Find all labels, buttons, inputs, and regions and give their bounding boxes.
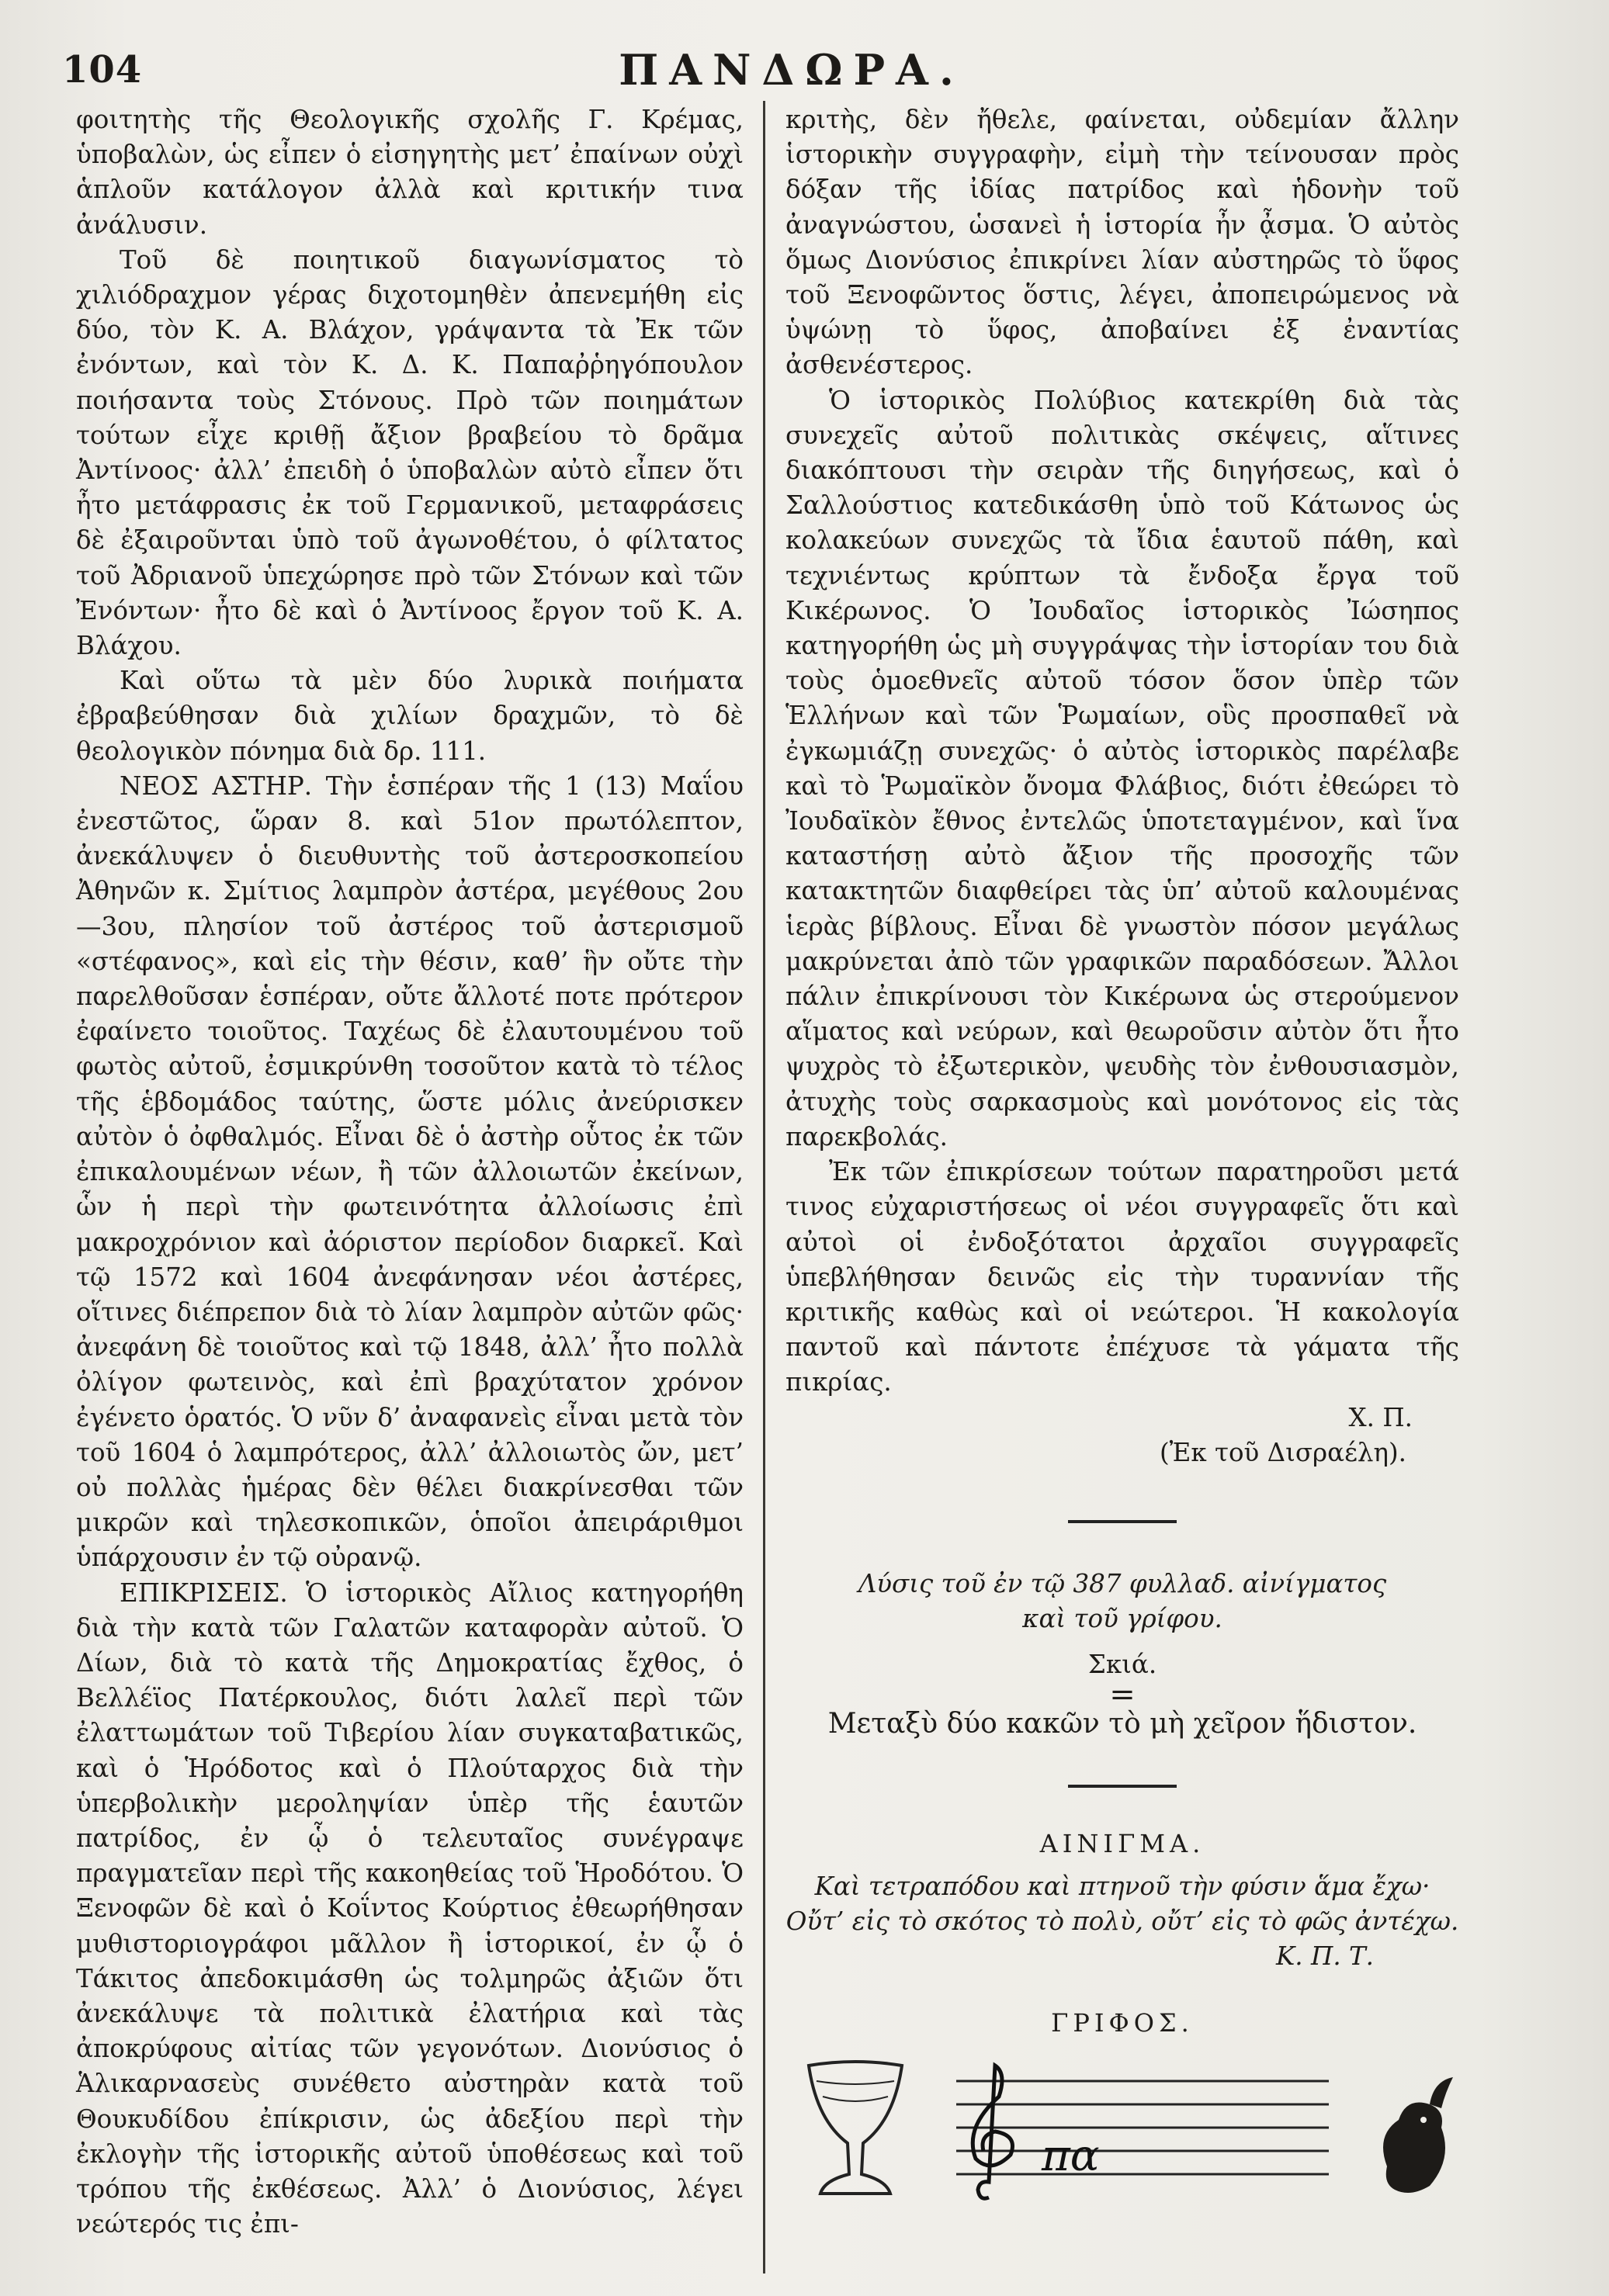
section-divider <box>1068 1785 1177 1788</box>
paragraph: Τοῦ δὲ ποιητικοῦ διαγωνίσματος τὸ χιλιόδραχμον γέρας διχοτομηθὲν ἀπενεμήθη εἰς δύο, τὸν Κ. Α. Βλάχον, γράψαντα τὰ Ἐκ τῶν ἐνόντων, καὶ τὸν Κ. Δ. Κ. Παπαῤῥηγόπουλον ποιήσαντα τοὺς Στόνους. Πρὸ τῶν ποιημάτων τούτων εἶχε κριθῇ ἄξιον βραβείου τὸ δρᾶμα Ἀντίνοος· ἀλλ’ ἐπειδὴ ὁ ὑποβαλὼν αὐτὸ εἶπεν ὅτι ἦτο μετάφρασις ἐκ τοῦ Γερμανικοῦ, μεταφράσεις δὲ ἐξαιροῦνται ὑπὸ τοῦ ἀγωνοθέτου, ὁ φίλτατος τοῦ Ἀδριανοῦ ὑπεχώρησε πρὸ τῶν Στόνων καὶ τῶν Ἐνόντων· ἦτο δὲ καὶ ὁ Ἀντίνοος ἔργον τοῦ Κ. Α. Βλάχου. <box>76 244 744 661</box>
paragraph: Καὶ οὕτω τὰ μὲν δύο λυρικὰ ποιήματα ἐβραβεύθησαν διὰ χιλίων δραχμῶν, τὸ δὲ θεολογικὸν πόνημα διὰ δρ. 111. <box>76 666 744 766</box>
left-column <box>76 102 744 2242</box>
bird-icon <box>1383 2077 1453 2193</box>
rebus-illustration <box>785 2050 1459 2213</box>
section-divider <box>1068 1520 1177 1523</box>
article-source: (Ἐκ τοῦ Δισραέλη). <box>1159 1437 1406 1467</box>
music-staff-icon <box>956 2081 1329 2174</box>
rebus-syllable: πα <box>1042 2130 1100 2181</box>
riddle-line: Οὔτ’ εἰς τὸ σκότος τὸ πολὺ, οὔτ’ εἰς τὸ φῶς ἀντέχω. <box>785 1906 1459 1937</box>
riddle-heading: ΑΙΝΙΓΜΑ. <box>1039 1828 1205 1858</box>
paragraph: φοιτητὴς τῆς Θεολογικῆς σχολῆς Γ. Κρέμας, ὑποβαλὼν, ὡς εἶπεν ὁ εἰσηγητὴς μετ’ ἐπαίνων οὐχὶ ἁπλοῦν κατάλογον ἀλλὰ καὶ κριτικήν τινα ἀνάλυσιν. <box>76 105 744 240</box>
column-divider <box>763 101 765 2273</box>
paragraph: κριτὴς, δὲν ἤθελε, φαίνεται, οὐδεμίαν ἄλλην ἱστορικὴν συγγραφὴν, εἰμὴ τὴν τείνουσαν πρὸς δόξαν τῆς ἰδίας πατρίδος καὶ ἡδονὴν τοῦ ἀναγνώστου, ὡσανεὶ ἡ ἱστορία ἦν ᾆσμα. Ὁ αὐτὸς ὅμως Διονύσιος ἐπικρίνει λίαν αὐστηρῶς τὸ ὕφος τοῦ Ξενοφῶντος ὅστις, λέγει, ἀποπειρώμενος νὰ ὑψώνῃ τὸ ὕφος, ἀποβαίνει ἐξ ἐναντίας ἀσθενέστερος. <box>785 105 1459 380</box>
critiques-paragraph: ΕΠΙΚΡΙΣΕΙΣ. Ὁ ἱστορικὸς Αἴλιος κατηγορήθη διὰ τὴν κατὰ τῶν Γαλατῶν καταφορὰν αὐτοῦ. Ὁ Δίων, διὰ τὸ κατὰ τῆς Δημοκρατίας ἔχθος, ὁ Βελλέϊος Πατέρκουλος, διότι λαλεῖ περὶ τῶν ἐλαττωμάτων τοῦ Τιβερίου λίαν συγκαταβατικῶς, καὶ ὁ Ἡρόδοτος καὶ ὁ Πλούταρχος διὰ τὴν ὑπερβολικὴν μεροληψίαν ὑπὲρ τῆς ἑαυτῶν πατρίδος, ἐν ᾧ ὁ τελευταῖος συνέγραψε πραγματεῖαν περὶ τῆς κακοηθείας τοῦ Ἡροδότου. Ὁ Ξενοφῶν δὲ καὶ ὁ Κοΐντος Κούρτιος ἐθεωρήθησαν μυθιστοριογράφοι μᾶλλον ἢ ἱστορικοί, ἐν ᾧ ὁ Τάκιτος ἀπεδοκιμάσθη ὡς τολμηρῶς ἀξιῶν ὅτι ἀνεκάλυψε τὰ πολιτικὰ ἐλατήρια καὶ τὰς ἀποκρύφους αἰτίας τῶν γεγονότων. Διονύσιος ὁ Ἁλικαρνασεὺς συνέθετο αὐστηρὰν κατὰ τοῦ Θουκυδίδου ἐπίκρισιν, ὡς ἀδεξίου περὶ τὴν ἐκλογὴν τῆς ἱστορικῆς αὐτοῦ ὑποθέσεως καὶ τοῦ τρόπου τῆς ἐκθέσεως. Ἀλλ’ ὁ Διονύσιος, λέγει νεώτερός τις ἐπι- <box>76 1577 744 2239</box>
rebus-picture <box>785 2050 1459 2213</box>
rebus-solution-motto: Μεταξὺ δύο κακῶν τὸ μὴ χεῖρον ἥδιστον. <box>827 1707 1417 1740</box>
news-star-paragraph: ΝΕΟΣ ΑΣΤΗΡ. Τὴν ἑσπέραν τῆς 1 (13) Μαΐου ἐνεστῶτος, ὥραν 8. καὶ 51ον πρωτόλεπτον, ἀνεκάλυψεν ὁ διευθυντὴς τοῦ ἀστεροσκοπείου Ἀθηνῶν κ. Σμίτιος λαμπρὸν ἀστέρα, μεγέθους 2ου—3ου, πλησίον τοῦ ἀστέρος τοῦ ἀστερισμοῦ «στέφανος», καὶ εἰς τὴν θέσιν, καθ’ ἣν οὔτε τὴν παρελθοῦσαν ἑσπέραν, οὔτε ἄλλοτέ ποτε πρότερον ἐφαίνετο τοιοῦτος. Ταχέως δὲ ἐλαυτουμένου τοῦ φωτὸς αὐτοῦ, ἐσμικρύνθη τοσοῦτον κατὰ τὸ τέλος τῆς ἑβδομάδος ταύτης, ὥστε μόλις ἀνεύρισκεν αὐτὸν ὁ ὀφθαλμός. Εἶναι δὲ ὁ ἀστὴρ οὗτος ἐκ τῶν ἐπικαλουμένων νέων, ἢ τῶν ἀλλοιωτῶν ἐκείνων, ὧν ἡ περὶ τὴν φωτεινότητα ἀλλοίωσις ἐπὶ μακροχρόνιον καὶ ἀόριστον περίοδον διαρκεῖ. Καὶ τῷ 1572 καὶ 1604 ἀνεφάνησαν νέοι ἀστέρες, οἵτινες διέπρεπον διὰ τὸ λίαν λαμπρὸν αὐτῶν φῶς· ἀνεφάνη δὲ τοιοῦτος καὶ τῷ 1848, ἀλλ’ ἦτο πολλὰ ὀλίγον φωτεινὸς, καὶ ἐπὶ βραχύτατον χρόνον ἐγένετο ὁρατός. Ὁ νῦν δ’ ἀναφανεὶς εἶναι μετὰ τὸν τοῦ 1604 ὁ λαμπρότερος, ἀλλ’ ἀλλοιωτὸς ὤν, μετ’ οὐ πολλὰς ἡμέρας δὲν θέλει διακρίνεσθαι τῶν μικρῶν καὶ τηλεσκοπικῶν, ὁποῖοι ἀπειράριθμοι ὑπάρχουσιν ἐν τῷ οὐρανῷ. <box>76 771 744 1573</box>
solution-heading-sub: καὶ τοῦ γρίφου. <box>1022 1604 1222 1634</box>
paragraph: Ἐκ τῶν ἐπικρίσεων τούτων παρατηροῦσι μετά τινος εὐχαριστήσεως οἱ νέοι συγγραφεῖς ὅτι καὶ αὐτοὶ οἱ ἐνδοξότατοι ἀρχαῖοι συγγραφεῖς ὑπεβλήθησαν δεινῶς εἰς τὴν τυραννίαν τῆς κριτικῆς καθὼς καὶ οἱ νεώτεροι. Ἡ κακολογία παντοῦ καὶ πάντοτε ἐπέχυσε τὰ γάματα τῆς πικρίας. <box>785 1157 1459 1397</box>
solution-answer: Σκιά. <box>1087 1650 1157 1680</box>
rebus-heading: ΓΡΙΦΟΣ. <box>1051 2007 1194 2038</box>
page-number: 104 <box>62 48 143 92</box>
treble-clef-icon <box>973 2066 1012 2198</box>
riddle-line: Καὶ τετραπόδου καὶ πτηνοῦ τὴν φύσιν ἅμα ἔχω· <box>814 1871 1430 1901</box>
journal-title: ΠΑΝΔΩΡΑ. <box>619 45 965 95</box>
equals-sign: = <box>1109 1676 1136 1712</box>
paragraph: Ὁ ἱστορικὸς Πολύβιος κατεκρίθη διὰ τὰς συνεχεῖς αὐτοῦ πολιτικὰς σκέψεις, αἵτινες διακόπτουσι τὴν σειρὰν τῆς διηγήσεως, καὶ ὁ Σαλλούστιος κατεδικάσθη ὑπὸ τοῦ Κάτωνος ὡς κολακεύων συνεχῶς τὰ ἴδια ἑαυτοῦ πάθη, καὶ τεχνιέντως κρύπτων τὰ ἔνδοξα ἔργα τοῦ Κικέρωνος. Ὁ Ἰουδαῖος ἱστορικὸς Ἰώσηπος κατηγορήθη ὡς μὴ συγγράψας τὴν ἱστορίαν του διὰ τοὺς ὁμοεθνεῖς αὐτοῦ τόσον ὅσον ὑπὲρ τῶν Ἑλλήνων καὶ τῶν Ῥωμαίων, οὓς προσπαθεῖ νὰ ἐγκωμιάζῃ συνεχῶς· ὁ αὐτὸς ἱστορικὸς παρέλαβε καὶ τὸ Ῥωμαϊκὸν ὄνομα Φλάβιος, διότι ἐθεώρει τὸ Ἰουδαϊκὸν ἔθνος ἐντελῶς ὑποτεταγμένον, καὶ ἵνα καταστήσῃ αὐτὸ ἄξιον τῆς προσοχῆς τῶν κατακτητῶν διαφθείρει τὰς ὑπ’ αὐτοῦ καλουμένας ἱερὰς βίβλους. Εἶναι δὲ γνωστὸν πόσον μεγάλως μακρύνεται ἀπὸ τῶν γραφικῶν παραδόσεων. Ἄλλοι πάλιν ἐπικρίνουσι τὸν Κικέρωνα ὡς στερούμενον αἵματος καὶ νεύρων, καὶ θεωροῦσιν αὐτὸν ὅτι ἦτο ψυχρὸς τὸ ἐξωτερικὸν, ψευδὴς τὸν ἐνθουσιασμὸν, ἀτυχὴς τοὺς σαρκασμοὺς καὶ μονότονος εἰς τὰς παρεκβολάς. <box>785 385 1459 1151</box>
right-column <box>785 102 1459 2213</box>
goblet-icon <box>809 2062 902 2194</box>
article-signature: Χ. Π. <box>1348 1402 1413 1432</box>
riddle-signature: Κ. Π. Τ. <box>1276 1941 1374 1972</box>
solution-heading: Λύσις τοῦ ἐν τῷ 387 φυλλαδ. αἰνίγματος <box>858 1568 1387 1598</box>
page-header <box>47 39 1537 93</box>
